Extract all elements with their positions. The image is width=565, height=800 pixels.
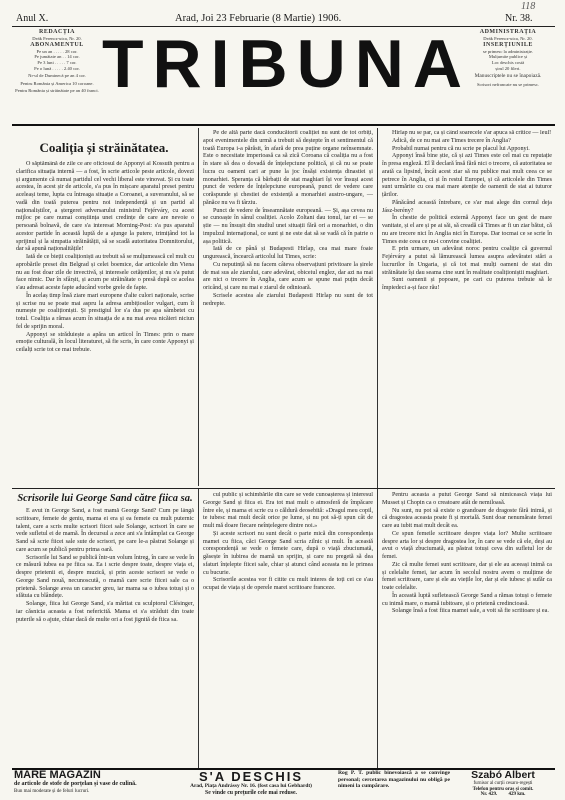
paragraph: Probabil numai pentru că nu scrie pe placul lui Apponyi. [392, 145, 530, 152]
article-body [16, 161, 194, 486]
paragraph: În chestie de politică externă Apponyi face un gest de mare vanitate, și el are și pe ai săi, să creadă că Times ar fi un ziar bătut, că nu are trecere nici în Anglia nici în Europa. Dar tocmai ce se scrie în Times este ceea ce nu-i convine coaliției. [382, 215, 552, 245]
column-rule [198, 128, 199, 486]
paragraph: În această luptă sufletească George Sand a rămas totuși o femeie cu inimă mare, o mamă iubitoare, și o prietenă credincioasă. [382, 592, 552, 607]
ad-text: de articole de stofe de porțelan și vase de culină. [14, 781, 137, 787]
paragraph: Pănăcând această întrebare, ce s'ar mai alege din cornul deja Jász-berény? [382, 199, 552, 214]
ad-text: Telefon pentru oraș și comit. [472, 786, 534, 792]
paragraph: Zic că multe femei sunt scriitoare, dar și ele au aceeași inimă ca și celelalte femei, iar acum în secolul nostru avem o mulțime de femei scriitoare, care și ele au viețile lor, dar și ele iubesc și sufăr ca toate celelalte. [382, 561, 552, 591]
paragraph: În acelaș timp însă ziare mari europene d'alte culori naționale, scrise și scrise nu se poate mai aspru la adresa ambițiosilor vulgari, cum îi numește pe coaliționiști. Și prestigiul lor s'a dus pe apa sâmbetei cu totul. Coaliția a rămas acum în situația de a nu mai avea nicăieri niciun fel de sprijin moral. [16, 292, 194, 330]
paragraph: Pentru aceasta a putut George Sand să nimicească viața lui Musset și Chopin ca o creatoare atât de nemiloasă. [382, 492, 552, 506]
paragraph: E avut în George Sand, a fost mamă George Sand? Cum pe lângă scriitoare, femeie de geniu, mama ei era și ea femeie cu mult puternic talent, care a scris multe scrisori fiicei sale Solange, scrisori în care se vede sufletul ei de mamă. În decursul a zece ani s'a întâmplat ca George Sand să scrie fiicei sale sute de scrisori, pe care le-a păstrat Solange și care acum se publică pentru prima oară. [16, 508, 194, 553]
issue-number: Nr. 38. [505, 13, 533, 24]
romania-america-price: Pentru România și America 10 coroane. [20, 80, 94, 86]
masthead: TRIBUNA [102, 26, 471, 102]
paragraph: cul public și schimbările din care se vede cunoașterea și interesul George Sand și fiica ei. Era tot mai mult o atmosferă de împăcare între ele, și mama ei scrie cu o căldură deosebită: «Dragul meu copil, te iubesc mai mult decât orice pe lume, și nu pot să-ți spun cât de mult mă doare fiecare neînțelegere dintre noi.» [203, 492, 373, 529]
article-body [16, 508, 194, 766]
ad-headline: S'A DESCHIS [198, 770, 304, 784]
article-title: Coaliția și străinătatea. [39, 140, 169, 155]
ad-rog-public [338, 770, 450, 798]
administratia-address: Deák Ferencz-utca, Nr. 20. [483, 35, 533, 41]
ad-sa-deschis [166, 770, 336, 798]
ad-text: Bun mai moderate și de feluri lucruri. [14, 789, 90, 794]
insertiuni-title: INSERȚIUNILE [483, 42, 533, 49]
paragraph: Adică, de ce nu mai are Times trecere în Anglia? [392, 137, 511, 144]
paragraph: Solange, fiica lui George Sand, s'a măritat cu sculptorul Clésinger, iar căsnicia aceasta a fost nefericită. Mama ei s'a străduit din toate puterile să o ajute, chiar dacă de multe ori a fost jignită de fiica sa. [16, 601, 194, 623]
paragraph: Scrisorile lui Sand se publică într-un volum întreg, în care se vede în ce măsură iubea ea pe fiica sa. Ea i scrie despre toate, despre viața ei, despre prietenii ei, despre muzică, și prin aceste scrisori se vede o George Sand nouă, necunoscută, o mamă care scrie fiicei sale ca o prietenă. Solange avea un caracter greu, iar mama sa o iubea totuși și o sfătuia cu blândețe. [16, 554, 194, 600]
ad-text [452, 792, 554, 798]
paragraph: Scrisele acestea ale ziarului Budapesti Hirlap nu sunt de tot nedrepte. [203, 292, 373, 307]
administratia-title: ADMINISTRAȚIA [479, 29, 537, 35]
ad-headline: MARE MAGAZIN [14, 770, 101, 781]
article-title: Scrisorile lui George Sand către fiica sa. [17, 493, 193, 504]
paragraph: Apponyi însă bine știe, că și azi Times este cel mai cu reputație în presa engleză. El îl declară însă fără nici o trecere, că autoritatea se arată ca lipsind, încât acest ziar să nu publice mai mult ceea ce se petrece în Anglia, ci și în restul Europei, și că articolele din Times sunt urmărite cu cea mai mare atenție de oamenii de stat ai tuturor țărilor. [382, 153, 552, 198]
ad-text: furnisor al curții cesaro-regești [473, 781, 533, 786]
ad-text: Arad, Piața Andrássy Nr. 16. (fost casa lui Gebhardt) [190, 783, 312, 789]
ad-mare-magazin [14, 770, 162, 798]
abonament-row: Pe 3 luni . . . . . 7 cor. [37, 59, 77, 65]
redactia-title: REDACȚIA [38, 29, 75, 35]
abroad-price: Pentru România și străinătate pe an 40 franci. [15, 88, 99, 94]
manuscript-note: Manuscriptele nu se înapoiază. [474, 73, 542, 80]
paragraph: Nu sunt, nu pot să existe o grandoare de dragoste fără inimă, și că dragostea aceasta poate fi și mortală. Sunt doar nenumărate femei care au iubit mai mult decât ea. [382, 507, 552, 529]
paragraph: Și aceste scrisori nu sunt decât o parte mică din corespondența mamei cu fiica, căci George Sand scria zilnic și mult. În această corespondență se vede o femeie care, după o viață zbuciumată, găsește în iubirea de mamă un sprijin, și care nu pregetă să dea sfaturi înțelepte fiicei sale, chiar și atunci când aceasta nu le primea cu bucurie. [203, 530, 373, 576]
article-body-continued [203, 492, 373, 766]
handwritten-mark: 118 [521, 1, 536, 12]
paragraph: O săptămână de zile ce are oficiosul de Apponyi al Kossuth pentru a clarifica situația internă — a fost, în scrie articole peste articole, dovezi și argumente că numai partidul cel vechi liberal este vinovat. Și cu toate acestea, în acest șir de articole, s'a pus în mișcare aparatul presei pentru aceleași teme, lupta cu întreaga situație a Coroanei, a suveranului, să se vadă din toată puterea pentru noi independență și un partid al naționaliștilor, a ștergerei adversarului ministrul Fejérváry, cu acest mijloc pe care numai conștiința unei credințe de care are nevoie o persoană bolnavă, de care s'a interesat Morning-Post: s'a pus aparatul acestor partide în această luptă de a ajunge la putere, trimițând tot la sprijinul și la simpatia străinătății, să se scadă autoritatea Domnitorului, dar să apună naționalitățile! [16, 161, 194, 253]
paragraph: Iată de ce bieții coaliționiști au trebuit să se mulțumească cel mult cu aprobările presei din Belgrad și celei boemice, dar articolele din Viena nu au fost doar zile de invectivă, și interesele cetățenilor, și nu s'a putut face nimic. Dar în sfârșit, și acum pe străinătate o presă după ce acelea s'au adresat aceste fapte aducând vorbe grele de fapte. [16, 254, 194, 291]
ad-phone-number: 429 km. [508, 792, 526, 798]
insertiuni-row: șirul 20 fileri. [495, 65, 521, 71]
paragraph: Scrisorile acestea vor fi citite cu mult interes de toți cei ce s'au ocupat de viața și de operele marei scriitoare franceze. [203, 577, 373, 591]
paragraph: Cu neputință să nu facem câteva observațiuni privitoare la șirele de mai sus ale ziarului, care adevărat, obiceiul englez, dar azi na mai are nici o trecere în Anglia, care acum se spune mai puțin decât oricând, și care nu mai e ziarul de odinioară. [203, 261, 373, 291]
abonament-row: Pe jumătate an . . 14 cor. [34, 54, 80, 60]
abonament-title: ABONAMENTUL [30, 42, 84, 49]
right-info-box [463, 30, 553, 87]
abonament-row: Pe un an . . . . . 28 cor. [36, 48, 78, 54]
paragraph: Punct de vedere de înseamnătate europeană. — Și, așa cevea nu se cunoaște în sânul coaliției. Acolo Zoltani dau tonul, iar ei — se știe — nu însușit din studiul unei situații fără ori a monarhiei, o din impulzul internațional, ce sunt și ne este dat să se vadă că în patrie o așa politică. [203, 207, 373, 245]
abonament-row: Pe o lună . . . . . 2.40 cor. [34, 65, 80, 71]
masthead-rule [12, 124, 555, 126]
ad-text: Se vinde cu prețurile cele mai reduse. [204, 790, 298, 796]
unfranked-note: Scrisori nefrancate nu se primesc. [476, 81, 540, 87]
ad-phone-number: Nr. 429. [480, 792, 498, 798]
article-body-continued [203, 130, 373, 486]
article-body-continued [382, 492, 552, 766]
paragraph: Iată de ce până și Budapesti Hirlap, cea mai mare foaie ungurească, încearcă articolul lui Times, scrie: [203, 246, 373, 260]
ad-szabo-albert [452, 770, 554, 798]
paragraph: E prin urmare, un adevărat noroc pentru coaliție că guvernul Fejérváry a putut să lămurească lumea asupra adevăratei stări a lucrurilor în Ungaria, și că tot mai mulți oameni de stat din străinătate își dau seama cine sunt în realitate coaliționiștii maghiari. [382, 246, 552, 276]
sunday-issue-price: Nr-ul de Duminecă pe an 4 cor. [28, 73, 86, 79]
ad-headline: Szabó Albert [471, 770, 535, 781]
paragraph: Hirlap nu se par, ca și când soarecele s'ar apuca să critice — leul! [392, 130, 552, 136]
year-label: Anul X. [16, 13, 49, 24]
column-rule [377, 128, 378, 768]
paragraph: Sunt oamenii și popoare, pe cari cu puterea trebuie să le împiedeci a-și face rău! [382, 277, 552, 291]
ad-text: Rog P. T. public binevoiască a se convinge personal; cercetarea magazinului nu obligă pe nimeni la cumpărare. [338, 770, 450, 790]
insertiuni-row: Mulțumite publice și [488, 54, 528, 60]
paragraph: Pe de altă parte dacă conducătorii coaliției nu sunt de tot orbiți, apoi evenimentele din urmă a trebuit să deștepte în ei sentimentul că toată Europa i-a părăsit, în afară de prea puține organe neînsemnate. Este o necesitate imperioasă ca să zică Coroana că coaliția nu a fost în stare să dea o dovadă de înțelepciune politică, și că nu se poate lucra cu oameni cari ar pune la joc însăși existența dinastiei și monarhiei. Speranța că bărbații de stat maghiari își vor însuși acest punct de vedere de înțelepciune europeană, punct de vedere care corăspunde și chestiei de existență a monarhiei austro-ungare, — pănăce nu va fi târziu. [203, 130, 373, 206]
dateline: Arad, Joi 23 Februarie (8 Martie) 1906. [175, 13, 342, 24]
paragraph: Apponyi se străduiește a apăra un articol în Times: prin o mare emoție culturală, în locul literaturei, să fie scris, în care conte Apponyi și ceilalți scrie tot ce mai trebuie. [16, 331, 194, 353]
column-rule [198, 488, 199, 768]
paragraph: Ce spun femeile scriitoare despre viața lor? Multe scriitoare despre arta lor și despre dragostea lor, în care se vede că ele, deși au avut o viață zbuciumată, au păstrat totuși ceva din sufletul lor de femei. [382, 530, 552, 560]
article-body-continued [382, 130, 552, 486]
paragraph: Solange însă a fost fiica mamei sale, a voit să fie scriitoare și ea. [392, 608, 549, 615]
insertiuni-row: se primesc la administrație. [482, 48, 534, 54]
redactia-address: Deák Ferencz-utca, Nr. 20. [32, 35, 82, 41]
insertiuni-row: Loc deschis costă [491, 59, 525, 65]
feuilleton-rule [12, 488, 555, 489]
left-info-box [14, 30, 100, 94]
